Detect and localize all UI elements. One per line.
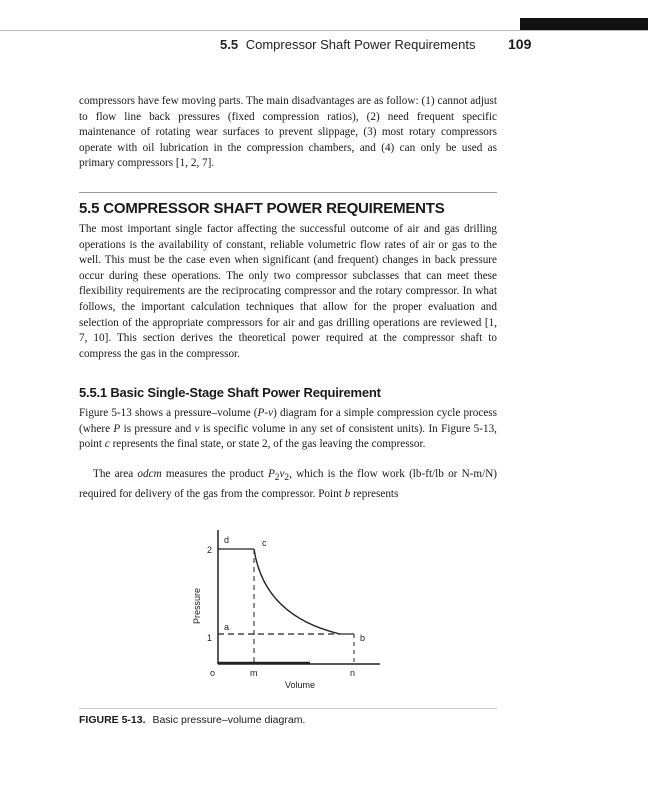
figure-caption-text: Basic pressure–volume diagram.: [152, 714, 306, 726]
section-paragraph: The most important single factor affecting the successful outcome of air and gas drilling operations is the availability of constant, reliable volumetric flow rates of air or gas to the well. This must be the case even when significant (and frequent) changes in back pressure occur during these operations. The only two compressor subclasses that can meet these flexibility requirements are the reciprocating compressor and the rotary compressor. In what follows, the important calculation techniques that allow for the proper evaluation and selection of the appropriate compressors for air and gas drilling operations are reviewed [1, 7, 10]. This section derives the theoretical power required at the compressor shaft to compress the gas in the compressor.: [79, 223, 497, 360]
subsection-paragraph-2: The area odcm measures the product $P_2v_2$, which is the flow work (lb-ft/lb or N-m/N) required for delivery of the gas from the compressor. Point b represents: [79, 468, 498, 500]
y-tick-1: 1: [207, 633, 213, 643]
figure-caption-label: FIGURE 5-13.: [79, 714, 146, 726]
y-axis-label: Pressure: [192, 587, 202, 624]
point-label-o: o: [210, 668, 216, 678]
figure-caption: [79, 714, 497, 726]
pv-diagram: [180, 520, 400, 700]
y-tick-2: 2: [207, 545, 213, 555]
subsection-paragraph-1: Figure 5-13 shows a pressure–volume (P-v) diagram for a simple compression cycle process (where P is pressure and v is specific volume in any set of consistent units). In Figure 5-13, point c represents the final state, or state 2, of the gas leaving the compressor.: [79, 407, 498, 451]
section-rule: [79, 192, 497, 193]
header-bar: [520, 18, 648, 30]
figure-rule: [79, 708, 497, 709]
point-label-c: c: [262, 538, 267, 548]
point-label-n: n: [350, 668, 356, 678]
intro-paragraph: compressors have few moving parts. The main disadvantages are as follow: (1) cannot adjust to flow line back pressures (fixed compression ratios), (2) need frequent specific maintenance of rotating wear surfaces to prevent slippage, (3) most rotary compressors operate with oil lubrication in the compression chambers, and (4) can only be used as primary compressors [1, 2, 7].: [79, 95, 497, 170]
running-head-title: Compressor Shaft Power Requirements: [245, 37, 476, 52]
running-head-section-number: 5.5: [220, 37, 239, 52]
x-axis-label: Volume: [285, 680, 316, 690]
compression-curve: [254, 549, 340, 634]
point-label-d: d: [224, 535, 230, 545]
section-heading: 5.5 COMPRESSOR SHAFT POWER REQUIREMENTS: [79, 200, 445, 217]
point-label-m: m: [250, 668, 258, 678]
header-rule: [0, 30, 648, 31]
running-head: [220, 37, 550, 52]
point-label-a: a: [224, 622, 230, 632]
subsection-heading: 5.5.1 Basic Single-Stage Shaft Power Requirement: [79, 385, 381, 400]
page-number: 109: [508, 36, 532, 52]
point-label-b: b: [360, 633, 366, 643]
